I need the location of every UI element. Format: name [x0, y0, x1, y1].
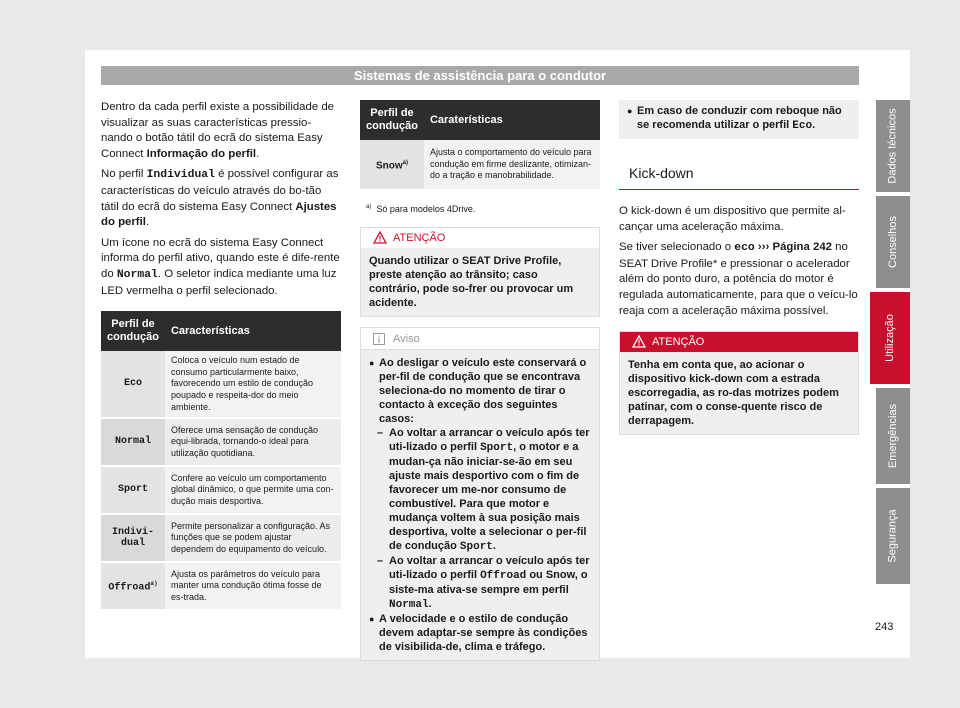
tab-emergencias[interactable]: Emergências [876, 388, 910, 484]
note-body [361, 350, 599, 660]
profile-description: Coloca o veículo num estado de consumo particularmente baixo, favorecendo um estilo de condução poupado e respeita-dor do meio ambiente. [165, 351, 341, 418]
warning-triangle-icon [373, 231, 387, 244]
middle-column [360, 100, 600, 661]
paragraph-1: Dentro da cada perfil existe a possibilidade de visualizar as suas características pressio-nando o botão tátil do ecrã do sistema Easy Connect Informação do perfil. [101, 101, 335, 160]
left-column [101, 100, 341, 611]
paragraph-2: No perfil Individual é possível configurar as características do veículo através do bo-tão tátil do ecrã do sistema Easy Connect Ajustes do perfil. [101, 168, 339, 229]
right-column [619, 100, 859, 435]
table-row [101, 514, 341, 562]
profile-offroad: Offroad$^{a)}$ [101, 562, 165, 610]
footnote: $^{a)}$ Só para modelos 4Drive. [366, 204, 476, 214]
page-header: Sistemas de assistência para o condutor [101, 66, 859, 85]
note-bullet: ● A velocidade e o estilo de condução devem adaptar-se sempre às condições de visibilida-de, clima e tráfego. [369, 612, 591, 654]
page-reference-link[interactable]: ››› Página 242 [754, 241, 832, 254]
page-number: 243 [875, 621, 894, 633]
warning-label: ATENÇÃO [652, 336, 705, 349]
towing-note: ● Em caso de conduzir com reboque não se recomenda utilizar o perfil Eco. [619, 100, 859, 139]
paragraph-3: Um ícone no ecrã do sistema Easy Connect informa do perfil ativo, quando este é dife-rente do Normal. O seletor indica mediante uma luz LED vermelha o perfil selecionado. [101, 236, 340, 297]
table-header-profile: Perfil de condução [101, 311, 165, 351]
profile-snow: Snow$^{a)}$ [360, 140, 424, 190]
profiles-table [101, 311, 341, 611]
profile-description: Oferece uma sensação de condução equi-librada, tornando-o ideal para utilização quotidiana. [165, 418, 341, 466]
table-header-characteristics: Caraterísticas [424, 100, 600, 140]
warning-text: Tenha em conta que, ao acionar o dispositivo kick-down com a estrada escorregadia, as ro-das motrizes podem patinar, com o conse-quente risco de derrapagem. [620, 352, 858, 434]
section-title-kickdown: Kick-down [619, 159, 859, 190]
profile-normal: Normal [101, 418, 165, 466]
tab-conselhos[interactable]: Conselhos [876, 196, 910, 288]
table-header-characteristics: Características [165, 311, 341, 351]
table-row [101, 351, 341, 418]
warning-text: Quando utilizar o SEAT Drive Profile, preste atenção ao trânsito; caso contrário, pode so-frer ou provocar um acidente. [361, 248, 599, 316]
table-row [101, 418, 341, 466]
warning-label: ATENÇÃO [393, 232, 446, 244]
snow-profile-table [360, 100, 600, 191]
warning-header [620, 332, 858, 352]
kickdown-paragraph-2: Se tiver selecionado o eco ››› Página 242 no SEAT Drive Profile* e pressionar o acelerador além do ponto duro, a potência do motor é regulada automaticamente, para que o veícu-lo reaja com a aceleração máxima possível. [619, 241, 858, 317]
warning-box [619, 331, 859, 435]
warning-header [361, 228, 599, 248]
warning-box [360, 227, 600, 317]
tab-seguranca[interactable]: Segurança [876, 488, 910, 584]
profile-description: Confere ao veículo um comportamento global dinâmico, o que permite uma con-dução mais desportiva. [165, 466, 341, 514]
tab-dados-tecnicos[interactable]: Dados técnicos [876, 100, 910, 192]
note-label: Aviso [393, 333, 420, 345]
table-header-row [360, 100, 600, 140]
profile-eco: Eco [101, 351, 165, 418]
table-row [101, 562, 341, 610]
table-row [360, 140, 600, 190]
profile-description: Ajusta o comportamento do veículo para condução em firme deslizante, otimizan-do a tração e manobrabilidade. [424, 140, 600, 190]
note-subitem: – Ao voltar a arrancar o veículo após ter uti-lizado o perfil Sport, o motor e a mudan-ça não iniciar-se-ão em seu ajuste mais desportivo com o fim de favorecer um me-nor consumo de combustível. Para que motor e mudança voltem à sua posição mais desportiva, volte a selecionar o per-fil de condução Sport. [369, 426, 591, 554]
table-row [101, 466, 341, 514]
table-header-profile: Perfil de condução [360, 100, 424, 140]
info-note-icon [373, 333, 385, 345]
note-bullet: ● Ao desligar o veículo este conservará o per-fil de condução que se encontrava seleciona-do no momento de tirar o contacto à exceção dos seguintes casos: [369, 356, 591, 426]
note-box [360, 327, 600, 661]
note-header [361, 328, 599, 350]
kickdown-paragraph-1: O kick-down é um dispositivo que permite al-cançar uma aceleração máxima. [619, 205, 846, 233]
profile-individual: Indivi-dual [101, 514, 165, 562]
note-subitem: – Ao voltar a arrancar o veículo após ter uti-lizado o perfil Offroad ou Snow, o siste-ma ativa-se sempre em perfil Normal. [369, 554, 591, 612]
tab-utilizacao[interactable]: Utilização [870, 292, 910, 384]
profile-description: Permite personalizar a configuração. As funções que se podem ajustar dependem do equipamento do veículo. [165, 514, 341, 562]
profile-description: Ajusta os parâmetros do veículo para manter uma condução ótima fosse de es-trada. [165, 562, 341, 610]
profile-sport: Sport [101, 466, 165, 514]
table-header-row [101, 311, 341, 351]
warning-triangle-icon [632, 335, 646, 348]
